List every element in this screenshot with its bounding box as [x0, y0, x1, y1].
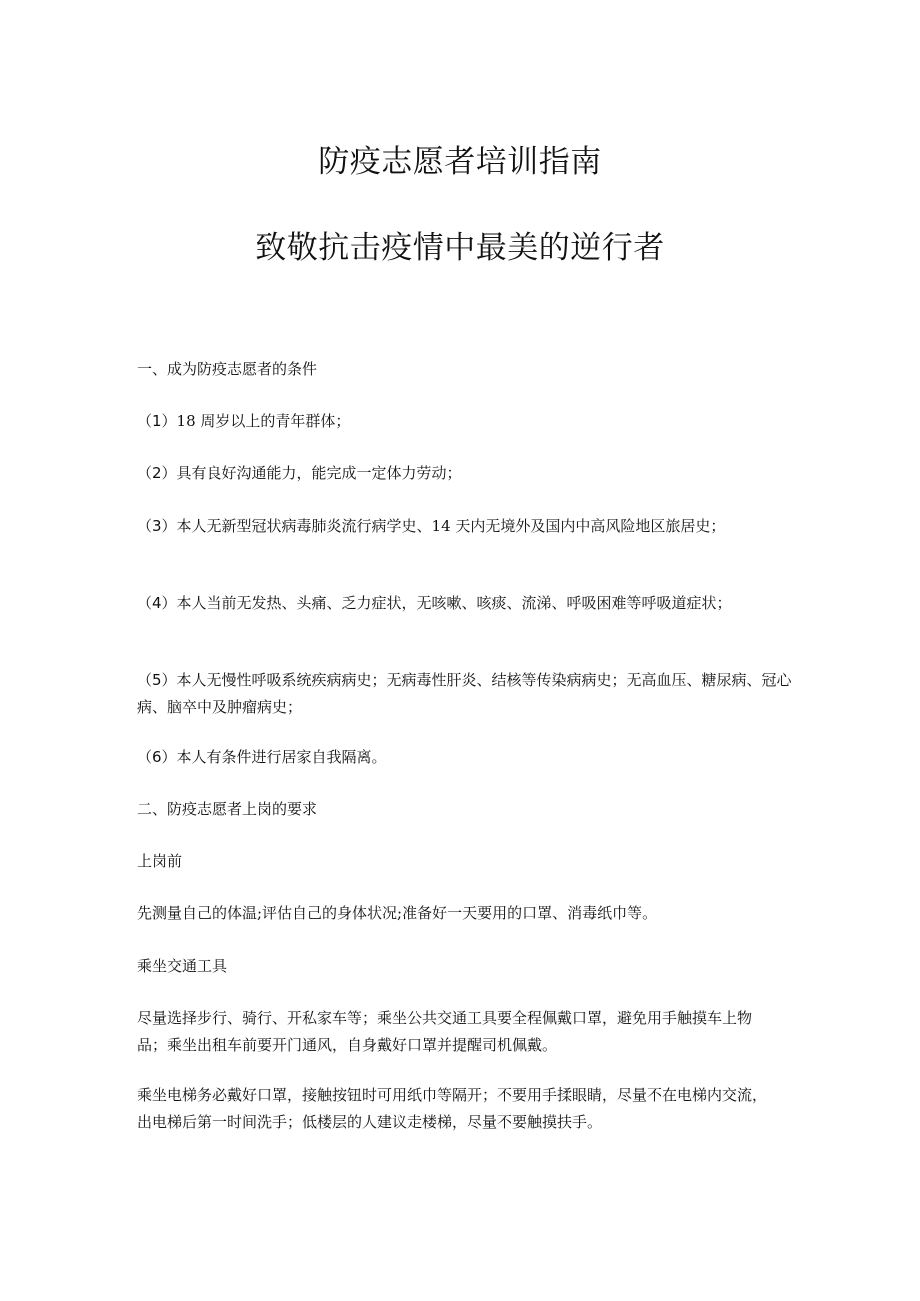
item-number: （6） — [137, 748, 177, 766]
item-number: （5） — [137, 671, 177, 689]
condition-item-6 — [137, 744, 807, 771]
section-heading-requirements: 二、防疫志愿者上岗的要求 — [137, 800, 318, 818]
document-title: 防疫志愿者培训指南 — [318, 144, 602, 180]
subsection-label-before-duty: 上岗前 — [137, 852, 183, 870]
item-number: （4） — [137, 594, 177, 612]
subsection-text-transport: 尽量选择步行、骑行、开私家车等；乘坐公共交通工具要全程佩戴口罩，避免用手触摸车上物品；乘坐出租车前要开门通风，自身戴好口罩并提醒司机佩戴。 — [137, 1009, 753, 1054]
condition-item-3 — [137, 513, 807, 540]
item-number: （2） — [137, 464, 177, 482]
item-text: 18 周岁以上的青年群体； — [176, 412, 351, 430]
item-number: （3） — [137, 517, 177, 535]
condition-item-5 — [137, 667, 807, 721]
subsection-text-before-duty: 先测量自己的体温;评估自己的身体状况;准备好一天要用的口罩、消毒纸巾等。 — [137, 904, 658, 922]
item-text: 本人无新型冠状病毒肺炎流行病学史、14 天内无境外及国内中高风险地区旅居史； — [176, 517, 726, 535]
subsection-label-transport: 乘坐交通工具 — [137, 957, 228, 975]
item-number: （1） — [137, 412, 177, 430]
document-subtitle: 致敬抗击疫情中最美的逆行者 — [255, 230, 665, 266]
item-text: 本人当前无发热、头痛、乏力症状，无咳嗽、咳痰、流涕、呼吸困难等呼吸道症状； — [176, 594, 732, 612]
item-text: 本人无慢性呼吸系统疾病病史；无病毒性肝炎、结核等传染病病史；无高血压、糖尿病、冠心病、脑卒中及肿瘤病史； — [137, 671, 792, 716]
condition-item-1 — [137, 408, 807, 435]
item-text: 具有良好沟通能力，能完成一定体力劳动； — [176, 464, 462, 482]
condition-item-4 — [137, 590, 807, 617]
condition-item-2 — [137, 460, 807, 487]
section-heading-conditions: 一、成为防疫志愿者的条件 — [137, 360, 318, 378]
subsection-text-elevator: 乘坐电梯务必戴好口罩，接触按钮时可用纸巾等隔开；不要用手揉眼睛，尽量不在电梯内交流，出电梯后第一时间洗手；低楼层的人建议走楼梯，尽量不要触摸扶手。 — [137, 1086, 768, 1131]
item-text: 本人有条件进行居家自我隔离。 — [176, 748, 387, 766]
